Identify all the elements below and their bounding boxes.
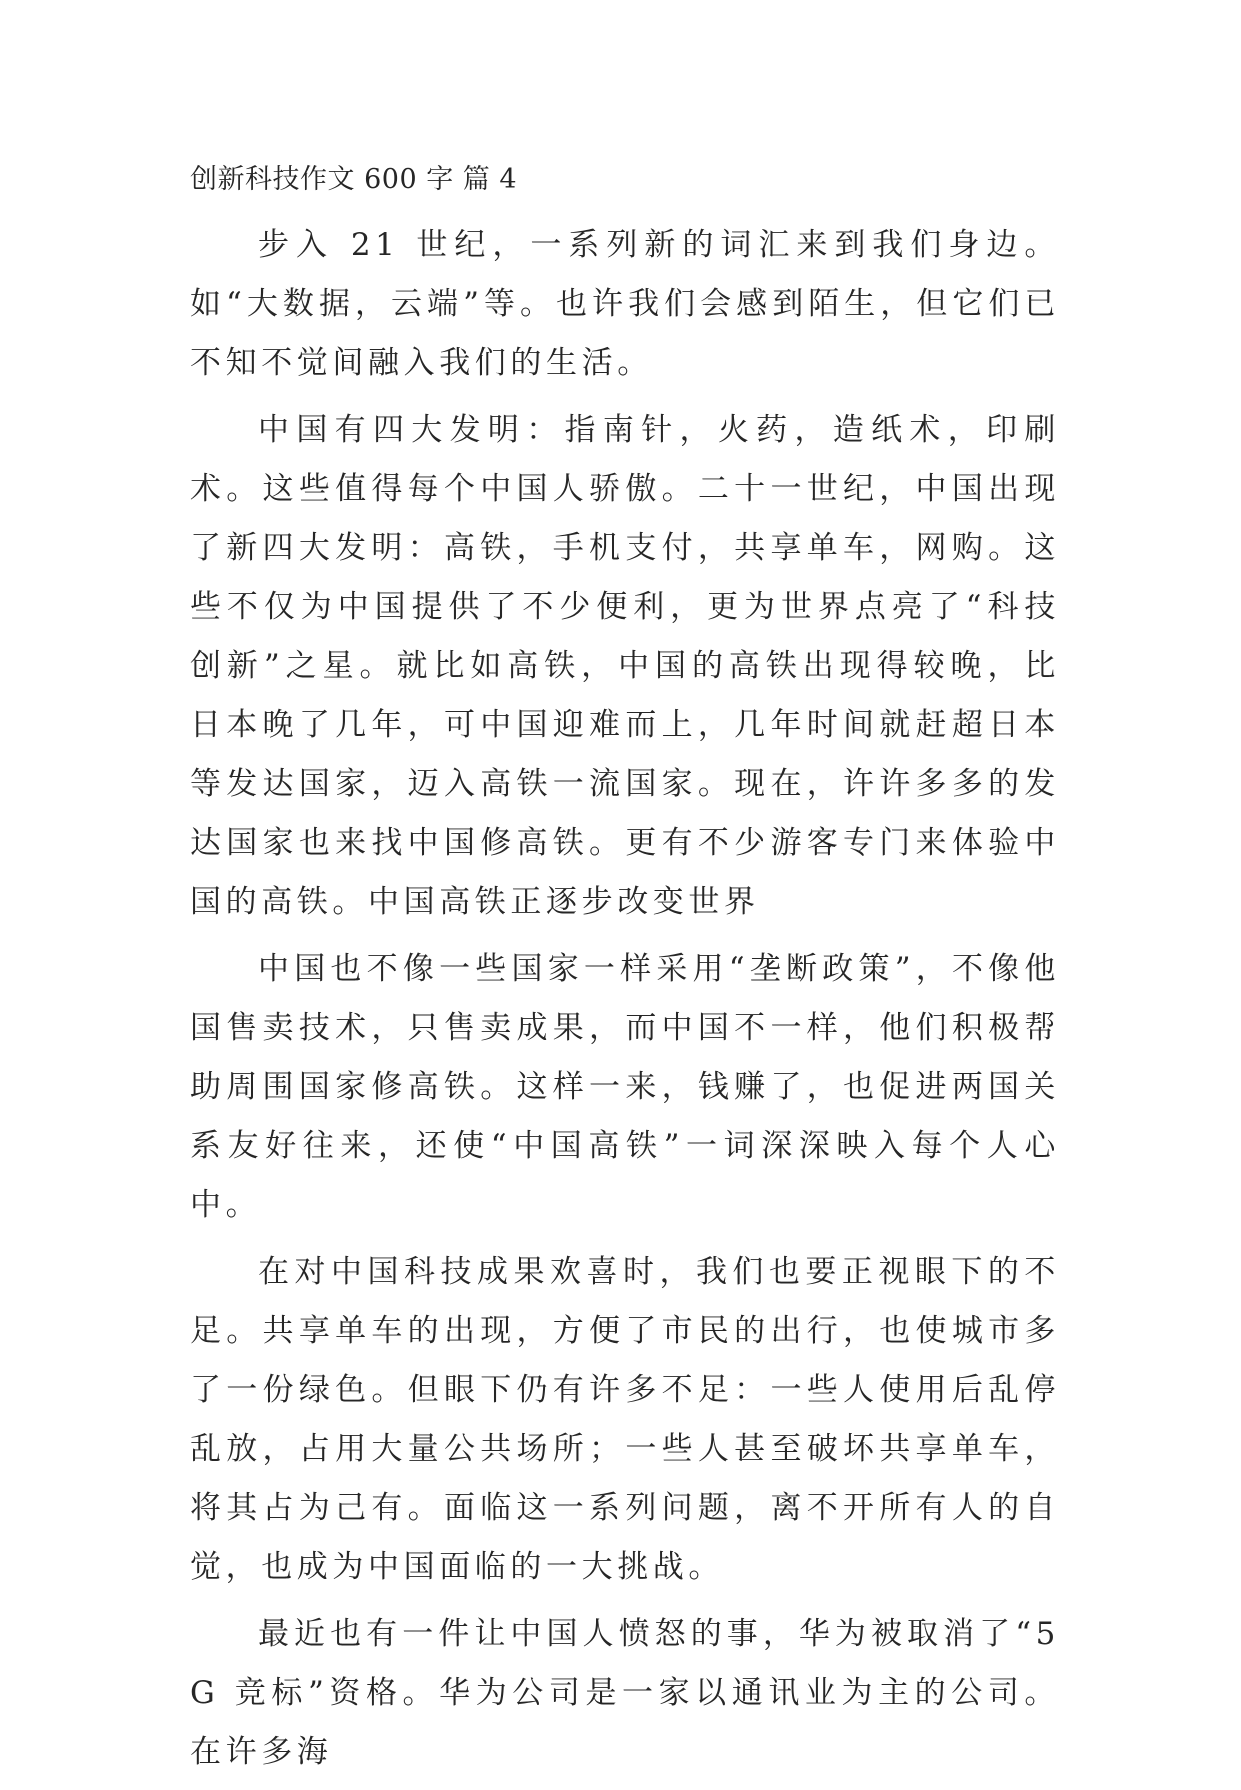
paragraph-2: 中国有四大发明：指南针，火药，造纸术，印刷术。这些值得每个中国人骄傲。二十一世纪，中国出现了新四大发明：高铁，手机支付，共享单车，网购。这些不仅为中国提供了不少便利，更为世界点亮了“科技创新”之星。就比如高铁，中国的高铁出现得较晚，比日本晚了几年，可中国迎难而上，几年时间就赶超日本等发达国家，迈入高铁一流国家。现在，许许多多的发达国家也来找中国修高铁。更有不少游客专门来体验中国的高铁。中国高铁正逐步改变世界 bbox=[190, 412, 1060, 920]
paragraph-1: 步入 21 世纪，一系列新的词汇来到我们身边。如“大数据，云端”等。也许我们会感到陌生，但它们已不知不觉间融入我们的生活。 bbox=[190, 227, 1060, 381]
essay-title: 创新科技作文 600 字 篇 4 bbox=[190, 164, 518, 195]
paragraph-4: 在对中国科技成果欢喜时，我们也要正视眼下的不足。共享单车的出现，方便了市民的出行，也使城市多了一份绿色。但眼下仍有许多不足：一些人使用后乱停乱放，占用大量公共场所；一些人甚至破坏共享单车，将其占为己有。面临这一系列问题，离不开所有人的自觉，也成为中国面临的一大挑战。 bbox=[190, 1254, 1060, 1585]
paragraph-5: 最近也有一件让中国人愤怒的事，华为被取消了“5G 竞标”资格。华为公司是一家以通讯业为主的公司。在许多海 bbox=[190, 1616, 1060, 1770]
document-body bbox=[190, 160, 1060, 1790]
paragraph-3: 中国也不像一些国家一样采用“垄断政策”，不像他国售卖技术，只售卖成果，而中国不一样，他们积极帮助周围国家修高铁。这样一来，钱赚了，也促进两国关系友好往来，还使“中国高铁”一词深深映入每个人心中。 bbox=[190, 951, 1060, 1223]
